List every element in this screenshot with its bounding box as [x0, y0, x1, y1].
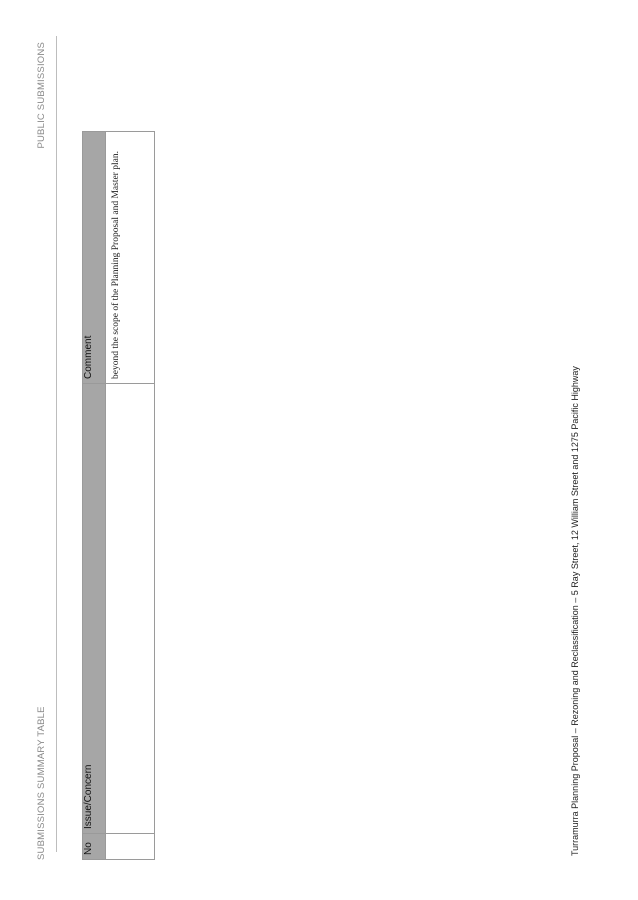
- table-row: [106, 132, 155, 860]
- header-divider: [56, 36, 57, 852]
- cell-no: [106, 834, 155, 860]
- column-header-issue: Issue/Concern: [83, 384, 106, 834]
- header-left-title: SUBMISSIONS SUMMARY TABLE: [36, 706, 47, 860]
- page-header: [36, 40, 52, 860]
- table-header-row: [83, 132, 106, 860]
- cell-issue: [106, 384, 155, 834]
- header-right-title: PUBLIC SUBMISSIONS: [36, 42, 47, 149]
- submissions-table: [82, 131, 155, 860]
- column-header-comment: Comment: [83, 132, 106, 384]
- column-header-no: No: [83, 834, 106, 860]
- page-footer: Turramurra Planning Proposal – Rezoning and Reclassification – 5 Ray Street, 12 William Street and 1275 Pacific Highway: [570, 366, 580, 856]
- cell-comment: beyond the scope of the Planning Proposal and Master plan.: [106, 132, 155, 384]
